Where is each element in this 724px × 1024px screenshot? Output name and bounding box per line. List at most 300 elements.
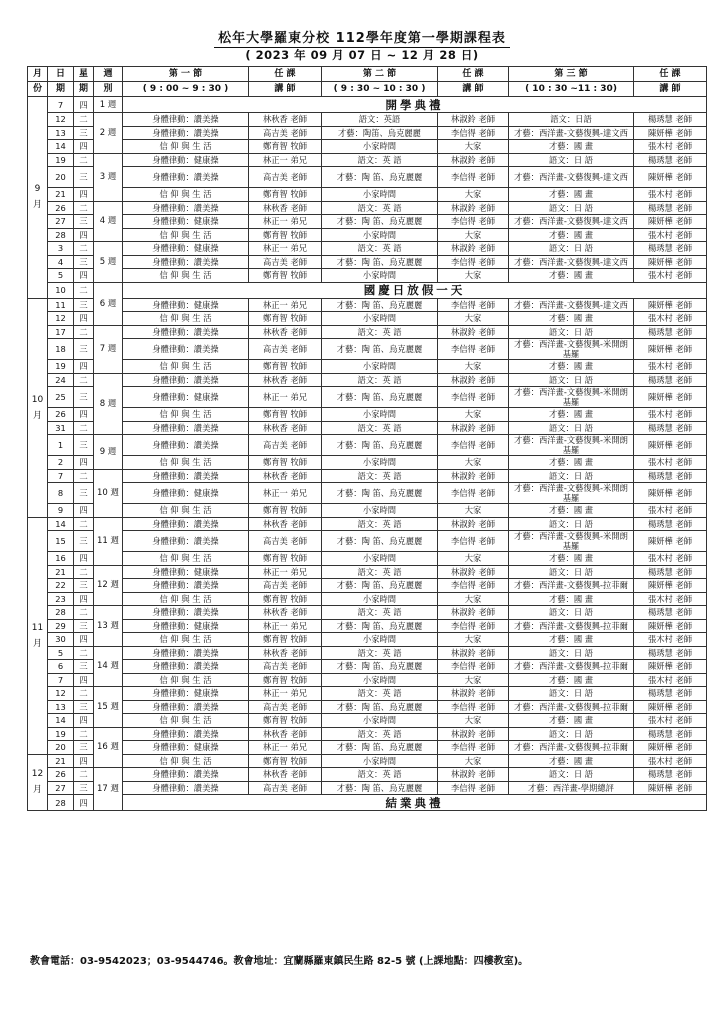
period2-teacher: 李信得 老師: [438, 619, 509, 633]
week-cell: 6 週: [94, 282, 123, 325]
period3-teacher: 楊琇慧 老師: [634, 201, 707, 215]
period1-teacher: 鄭育智 牧師: [249, 228, 322, 242]
weekday-cell: 四: [74, 97, 94, 113]
period1-teacher: 林秋香 老師: [249, 768, 322, 782]
period3-teacher: 張木村 老師: [634, 552, 707, 566]
period3-teacher: 張木村 老師: [634, 673, 707, 687]
day-cell: 11: [48, 298, 74, 312]
month-cell: 10 月: [28, 298, 48, 517]
period1-teacher: 林正一 弟兄: [249, 153, 322, 167]
period1-course: 身體律動：讚美操: [123, 469, 249, 483]
period1-teacher: 林正一 弟兄: [249, 565, 322, 579]
header-cell: 份: [28, 82, 48, 97]
week-cell: 16 週: [94, 727, 123, 768]
table-row: [28, 660, 707, 674]
weekday-cell: 四: [74, 673, 94, 687]
week-cell: 12 週: [94, 565, 123, 606]
period1-teacher: 高吉美 老師: [249, 700, 322, 714]
weekday-cell: 三: [74, 126, 94, 140]
day-cell: 7: [48, 673, 74, 687]
weekday-cell: 二: [74, 768, 94, 782]
period2-teacher: 李信得 老師: [438, 167, 509, 188]
period2-teacher: 李信得 老師: [438, 215, 509, 229]
period1-teacher: 林秋香 老師: [249, 727, 322, 741]
period3-course: 才藝：國 畫: [509, 456, 634, 470]
period1-teacher: 林正一 弟兄: [249, 483, 322, 504]
table-row: [28, 606, 707, 620]
period1-course: 身體律動：健康操: [123, 387, 249, 408]
table-row: [28, 795, 707, 811]
period2-course: 才藝：陶 笛、烏克麗麗: [322, 339, 438, 360]
period2-teacher: 林淑鈴 老師: [438, 113, 509, 127]
table-row: [28, 619, 707, 633]
header-cell: ( 9 : 30 ~ 10 : 30 ): [322, 82, 438, 97]
period3-teacher: 陳妍樺 老師: [634, 387, 707, 408]
period1-course: 身體律動：讚美操: [123, 768, 249, 782]
weekday-cell: 四: [74, 408, 94, 422]
period1-teacher: 林正一 弟兄: [249, 298, 322, 312]
table-row: [28, 673, 707, 687]
period2-course: 語文：英 語: [322, 373, 438, 387]
weekday-cell: 三: [74, 741, 94, 755]
period1-teacher: 林秋香 老師: [249, 646, 322, 660]
period1-course: 身體律動：讚美操: [123, 201, 249, 215]
week-cell: 17 週: [94, 768, 123, 811]
period1-course: 信 仰 與 生 活: [123, 714, 249, 728]
weekday-cell: 二: [74, 201, 94, 215]
period3-course: 才藝：西洋畫-文藝復興-米開朗 基羅: [509, 387, 634, 408]
period3-teacher: 張木村 老師: [634, 312, 707, 326]
period2-course: 小家時間: [322, 673, 438, 687]
page-title: [0, 27, 724, 46]
period2-course: 小家時間: [322, 552, 438, 566]
period3-course: 語文：日 語: [509, 768, 634, 782]
period1-teacher: 林秋香 老師: [249, 606, 322, 620]
week-cell: 5 週: [94, 242, 123, 283]
period2-course: 才藝：陶 笛、烏克麗麗: [322, 531, 438, 552]
period2-teacher: 大家: [438, 552, 509, 566]
week-cell: 4 週: [94, 201, 123, 242]
period2-teacher: 林淑鈴 老師: [438, 421, 509, 435]
period2-teacher: 李信得 老師: [438, 781, 509, 795]
weekday-cell: 二: [74, 687, 94, 701]
period3-course: 語文：日 語: [509, 153, 634, 167]
period1-teacher: 鄭育智 牧師: [249, 754, 322, 768]
day-cell: 14: [48, 517, 74, 531]
period3-course: 才藝：國 畫: [509, 714, 634, 728]
period1-teacher: 高吉美 老師: [249, 781, 322, 795]
period1-teacher: 鄭育智 牧師: [249, 714, 322, 728]
table-row: [28, 408, 707, 422]
table-row: [28, 579, 707, 593]
weekday-cell: 四: [74, 795, 94, 811]
weekday-cell: 四: [74, 754, 94, 768]
period2-teacher: 林淑鈴 老師: [438, 687, 509, 701]
period3-course: 語文：日 語: [509, 727, 634, 741]
table-row: [28, 727, 707, 741]
period1-teacher: 林正一 弟兄: [249, 619, 322, 633]
period2-teacher: 大家: [438, 188, 509, 202]
period2-course: 小家時間: [322, 408, 438, 422]
period3-teacher: 楊琇慧 老師: [634, 565, 707, 579]
period1-teacher: 林正一 弟兄: [249, 687, 322, 701]
period2-teacher: 大家: [438, 140, 509, 154]
period3-teacher: 楊琇慧 老師: [634, 517, 707, 531]
period2-course: 語文：英 語: [322, 606, 438, 620]
period1-course: 身體律動：讚美操: [123, 727, 249, 741]
period1-teacher: 林正一 弟兄: [249, 242, 322, 256]
special-event-cell: 結業典禮: [123, 795, 707, 811]
table-row: [28, 269, 707, 283]
period1-teacher: 鄭育智 牧師: [249, 504, 322, 518]
header-cell: 第 三 節: [509, 67, 634, 82]
period2-teacher: 大家: [438, 633, 509, 647]
period1-teacher: 鄭育智 牧師: [249, 408, 322, 422]
header-cell: ( 9 : 00 ~ 9 : 30 ): [123, 82, 249, 97]
weekday-cell: 四: [74, 140, 94, 154]
period3-teacher: 陳妍樺 老師: [634, 741, 707, 755]
table-row: [28, 483, 707, 504]
period3-course: 才藝：國 畫: [509, 504, 634, 518]
day-cell: 2: [48, 456, 74, 470]
title-text: 松年大學羅東分校 112學年度第一學期課程表: [214, 31, 510, 48]
period1-course: 身體律動：讚美操: [123, 435, 249, 456]
period3-teacher: 楊琇慧 老師: [634, 469, 707, 483]
period3-course: 才藝：西洋畫-文藝復興-達文西: [509, 298, 634, 312]
weekday-cell: 二: [74, 242, 94, 256]
weekday-cell: 四: [74, 269, 94, 283]
period3-teacher: 張木村 老師: [634, 188, 707, 202]
period1-teacher: 林秋香 老師: [249, 373, 322, 387]
period3-teacher: 陳妍樺 老師: [634, 298, 707, 312]
period2-teacher: 李信得 老師: [438, 483, 509, 504]
day-cell: 21: [48, 188, 74, 202]
table-row: [28, 97, 707, 113]
period1-course: 身體律動：健康操: [123, 687, 249, 701]
period2-teacher: 大家: [438, 456, 509, 470]
period1-course: 信 仰 與 生 活: [123, 269, 249, 283]
period1-teacher: 林秋香 老師: [249, 469, 322, 483]
period3-teacher: 陳妍樺 老師: [634, 579, 707, 593]
period3-course: 才藝：西洋畫-文藝復興-達文西: [509, 215, 634, 229]
period2-teacher: 李信得 老師: [438, 660, 509, 674]
header-cell: 第 二 節: [322, 67, 438, 82]
day-cell: 27: [48, 215, 74, 229]
period1-course: 信 仰 與 生 活: [123, 228, 249, 242]
period1-teacher: 鄭育智 牧師: [249, 592, 322, 606]
period3-teacher: 楊琇慧 老師: [634, 242, 707, 256]
period2-course: 小家時間: [322, 360, 438, 374]
period2-course: 才藝：陶 笛、烏克麗麗: [322, 741, 438, 755]
period1-course: 信 仰 與 生 活: [123, 504, 249, 518]
day-cell: 6: [48, 660, 74, 674]
table-row: [28, 140, 707, 154]
period3-teacher: 陳妍樺 老師: [634, 167, 707, 188]
header-cell: ( 10 : 30 ~11 : 30): [509, 82, 634, 97]
period3-teacher: 楊琇慧 老師: [634, 606, 707, 620]
period1-teacher: 高吉美 老師: [249, 579, 322, 593]
week-cell: 3 週: [94, 153, 123, 201]
day-cell: 20: [48, 167, 74, 188]
day-cell: 31: [48, 421, 74, 435]
header-cell: 第 一 節: [123, 67, 249, 82]
date-range: ( 2023 年 09 月 07 日 ~ 12 月 28 日): [245, 48, 479, 62]
week-cell: 9 週: [94, 435, 123, 470]
period1-teacher: 鄭育智 牧師: [249, 140, 322, 154]
period2-course: 小家時間: [322, 714, 438, 728]
period3-teacher: 張木村 老師: [634, 714, 707, 728]
day-cell: 14: [48, 714, 74, 728]
period3-course: 語文：日 語: [509, 565, 634, 579]
day-cell: 24: [48, 373, 74, 387]
period2-teacher: 林淑鈴 老師: [438, 517, 509, 531]
period2-teacher: 林淑鈴 老師: [438, 153, 509, 167]
weekday-cell: 二: [74, 565, 94, 579]
month-cell: 9 月: [28, 97, 48, 299]
weekday-cell: 三: [74, 579, 94, 593]
period3-course: 語文：日 語: [509, 373, 634, 387]
header-cell: 期: [74, 82, 94, 97]
period3-course: 才藝：西洋畫-文藝復興-米開朗 基羅: [509, 531, 634, 552]
period2-teacher: 李信得 老師: [438, 435, 509, 456]
period3-teacher: 陳妍樺 老師: [634, 660, 707, 674]
period3-teacher: 張木村 老師: [634, 592, 707, 606]
period2-teacher: 李信得 老師: [438, 700, 509, 714]
period1-course: 身體律動：健康操: [123, 483, 249, 504]
week-cell: 15 週: [94, 687, 123, 728]
day-cell: 13: [48, 700, 74, 714]
weekday-cell: 三: [74, 660, 94, 674]
period2-teacher: 大家: [438, 504, 509, 518]
weekday-cell: 四: [74, 360, 94, 374]
period2-course: 才藝：陶 笛、烏克麗麗: [322, 700, 438, 714]
period2-course: 才藝：陶 笛、烏克麗麗: [322, 619, 438, 633]
period3-teacher: 陳妍樺 老師: [634, 781, 707, 795]
period3-course: 語文：日 語: [509, 517, 634, 531]
table-row: [28, 421, 707, 435]
period1-course: 身體律動：讚美操: [123, 325, 249, 339]
table-row: [28, 754, 707, 768]
period3-teacher: 楊琇慧 老師: [634, 373, 707, 387]
day-cell: 19: [48, 727, 74, 741]
period2-teacher: 李信得 老師: [438, 126, 509, 140]
header-cell: 期: [48, 82, 74, 97]
weekday-cell: 二: [74, 153, 94, 167]
period1-course: 信 仰 與 生 活: [123, 592, 249, 606]
weekday-cell: 三: [74, 700, 94, 714]
day-cell: 30: [48, 633, 74, 647]
period1-course: 身體律動：讚美操: [123, 339, 249, 360]
period3-teacher: 陳妍樺 老師: [634, 255, 707, 269]
period3-teacher: 張木村 老師: [634, 456, 707, 470]
table-row: [28, 781, 707, 795]
weekday-cell: 三: [74, 255, 94, 269]
day-cell: 4: [48, 255, 74, 269]
period2-course: 小家時間: [322, 754, 438, 768]
period2-teacher: 李信得 老師: [438, 298, 509, 312]
month-cell: 11 月: [28, 517, 48, 754]
day-cell: 12: [48, 687, 74, 701]
weekday-cell: 三: [74, 619, 94, 633]
weekday-cell: 三: [74, 483, 94, 504]
period3-course: 才藝：西洋畫-文藝復興-達文西: [509, 126, 634, 140]
weekday-cell: 二: [74, 373, 94, 387]
day-cell: 26: [48, 201, 74, 215]
weekday-cell: 三: [74, 298, 94, 312]
period2-teacher: 大家: [438, 592, 509, 606]
weekday-cell: 四: [74, 456, 94, 470]
period3-course: 才藝：西洋畫-文藝復興-達文西: [509, 255, 634, 269]
period1-teacher: 林秋香 老師: [249, 113, 322, 127]
period1-teacher: 林秋香 老師: [249, 325, 322, 339]
period2-teacher: 林淑鈴 老師: [438, 768, 509, 782]
period2-teacher: 大家: [438, 269, 509, 283]
period3-course: 才藝：國 畫: [509, 269, 634, 283]
weekday-cell: 四: [74, 504, 94, 518]
day-cell: 26: [48, 408, 74, 422]
table-row: [28, 298, 707, 312]
period1-teacher: 高吉美 老師: [249, 255, 322, 269]
table-row: [28, 113, 707, 127]
period3-teacher: 陳妍樺 老師: [634, 215, 707, 229]
day-cell: 9: [48, 504, 74, 518]
table-row: [28, 700, 707, 714]
period1-course: 身體律動：讚美操: [123, 700, 249, 714]
period3-course: 才藝：國 畫: [509, 228, 634, 242]
period1-course: 身體律動：健康操: [123, 741, 249, 755]
period3-teacher: 張木村 老師: [634, 408, 707, 422]
header-cell: 講 師: [634, 82, 707, 97]
day-cell: 7: [48, 469, 74, 483]
day-cell: 12: [48, 113, 74, 127]
period1-course: 身體律動：健康操: [123, 619, 249, 633]
period2-course: 語文：英 語: [322, 646, 438, 660]
period2-course: 語文：英 語: [322, 201, 438, 215]
day-cell: 22: [48, 579, 74, 593]
period3-course: 才藝：西洋畫-學期總評: [509, 781, 634, 795]
table-row: [28, 633, 707, 647]
period2-course: 語文：英 語: [322, 565, 438, 579]
period3-teacher: 陳妍樺 老師: [634, 619, 707, 633]
period3-teacher: 楊琇慧 老師: [634, 325, 707, 339]
period2-course: 才藝：陶 笛、烏克麗麗: [322, 579, 438, 593]
period2-course: 小家時間: [322, 633, 438, 647]
period3-course: 才藝：西洋畫-文藝復興-達文西: [509, 167, 634, 188]
period2-teacher: 林淑鈴 老師: [438, 469, 509, 483]
period2-course: 才藝：陶 笛、烏克麗麗: [322, 483, 438, 504]
period1-course: 身體律動：讚美操: [123, 531, 249, 552]
day-cell: 14: [48, 140, 74, 154]
special-event-cell: 國慶日放假一天: [123, 282, 707, 298]
period1-course: 身體律動：健康操: [123, 298, 249, 312]
period1-course: 身體律動：健康操: [123, 242, 249, 256]
table-row: [28, 504, 707, 518]
period1-teacher: 鄭育智 牧師: [249, 633, 322, 647]
weekday-cell: 三: [74, 339, 94, 360]
header-row-1: [28, 67, 707, 82]
table-row: [28, 215, 707, 229]
period1-course: 身體律動：讚美操: [123, 579, 249, 593]
day-cell: 25: [48, 387, 74, 408]
table-header: [28, 67, 707, 97]
period3-teacher: 楊琇慧 老師: [634, 113, 707, 127]
period1-course: 信 仰 與 生 活: [123, 140, 249, 154]
period1-teacher: 林正一 弟兄: [249, 741, 322, 755]
period1-course: 身體律動：讚美操: [123, 781, 249, 795]
period1-course: 身體律動：讚美操: [123, 255, 249, 269]
period3-course: 才藝：國 畫: [509, 140, 634, 154]
period2-teacher: 李信得 老師: [438, 579, 509, 593]
day-cell: 17: [48, 325, 74, 339]
period1-teacher: 林正一 弟兄: [249, 387, 322, 408]
period2-teacher: 大家: [438, 673, 509, 687]
period2-teacher: 李信得 老師: [438, 339, 509, 360]
table-row: [28, 517, 707, 531]
table-row: [28, 325, 707, 339]
table-row: [28, 435, 707, 456]
day-cell: 19: [48, 153, 74, 167]
period2-teacher: 李信得 老師: [438, 531, 509, 552]
period3-teacher: 楊琇慧 老師: [634, 646, 707, 660]
period1-teacher: 高吉美 老師: [249, 339, 322, 360]
day-cell: 8: [48, 483, 74, 504]
period1-course: 信 仰 與 生 活: [123, 673, 249, 687]
period1-teacher: 林秋香 老師: [249, 421, 322, 435]
table-row: [28, 552, 707, 566]
schedule-table: [27, 66, 707, 811]
period2-course: 小家時間: [322, 312, 438, 326]
table-row: [28, 687, 707, 701]
table-row: [28, 360, 707, 374]
period3-teacher: 楊琇慧 老師: [634, 421, 707, 435]
header-row-2: [28, 82, 707, 97]
period1-course: 信 仰 與 生 活: [123, 312, 249, 326]
table-row: [28, 153, 707, 167]
period2-teacher: 林淑鈴 老師: [438, 646, 509, 660]
period3-course: 才藝：西洋畫-文藝復興-米開朗 基羅: [509, 483, 634, 504]
table-row: [28, 255, 707, 269]
table-row: [28, 565, 707, 579]
period2-course: 才藝：陶 笛、烏克麗麗: [322, 435, 438, 456]
period3-teacher: 楊琇慧 老師: [634, 727, 707, 741]
period2-course: 小家時間: [322, 269, 438, 283]
week-cell: 10 週: [94, 469, 123, 517]
day-cell: 29: [48, 619, 74, 633]
day-cell: 10: [48, 282, 74, 298]
header-cell: 別: [94, 82, 123, 97]
table-row: [28, 387, 707, 408]
day-cell: 7: [48, 97, 74, 113]
period2-teacher: 林淑鈴 老師: [438, 727, 509, 741]
period3-course: 才藝：國 畫: [509, 408, 634, 422]
period1-teacher: 高吉美 老師: [249, 531, 322, 552]
day-cell: 3: [48, 242, 74, 256]
period2-course: 才藝：陶 笛、烏克麗麗: [322, 387, 438, 408]
period3-course: 語文：日 語: [509, 646, 634, 660]
period2-course: 小家時間: [322, 504, 438, 518]
period1-course: 身體律動：健康操: [123, 215, 249, 229]
period3-course: 語文：日 語: [509, 421, 634, 435]
period1-teacher: 林正一 弟兄: [249, 215, 322, 229]
period1-course: 信 仰 與 生 活: [123, 360, 249, 374]
weekday-cell: 四: [74, 714, 94, 728]
day-cell: 13: [48, 126, 74, 140]
table-row: [28, 741, 707, 755]
period3-teacher: 張木村 老師: [634, 140, 707, 154]
period2-course: 小家時間: [322, 188, 438, 202]
table-row: [28, 188, 707, 202]
weekday-cell: 三: [74, 531, 94, 552]
